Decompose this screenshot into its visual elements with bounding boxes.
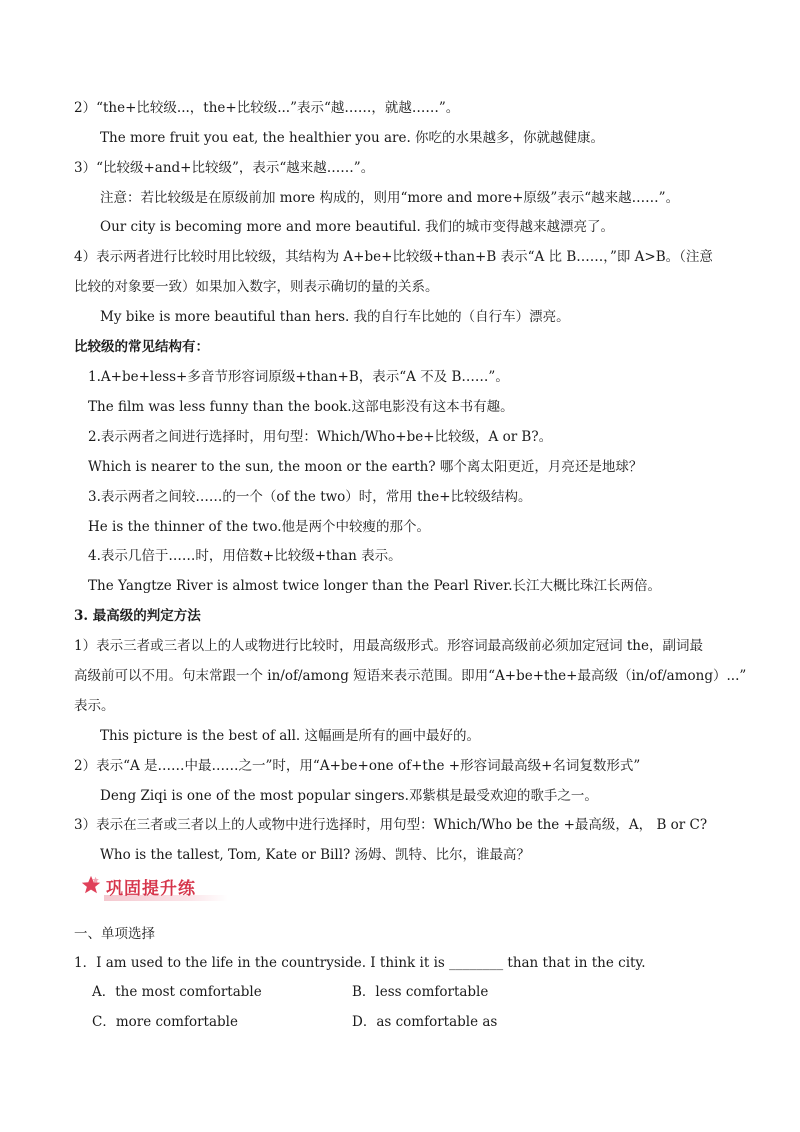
option-b[interactable]: B．less comfortable [352,984,489,1000]
option-c[interactable]: C．more comfortable [92,1014,238,1030]
question-1: 1．I am used to the life in the countryside. I think it is ________ than that in the city. [74,955,646,971]
comparative-structures-heading: 比较级的常见结构有： [74,339,209,355]
superlative-rule-3-example: Who is the tallest, Tom, Kate or Bill? 汤姆、凯特、比尔，谁最高？ [100,847,531,863]
superlative-rule-1-end: 表示。 [74,698,115,714]
section-title: 巩固提升练 [106,879,196,899]
option-d[interactable]: D．as comfortable as [352,1014,498,1030]
option-a[interactable]: A．the most comfortable [92,984,262,1000]
practice-section-header [74,870,234,900]
structure-3: 3.表示两者之间较……的一个（of the two）时，常用 the+比较级结构。 [88,489,532,505]
superlative-heading: 3. 最高级的判定方法 [74,608,201,624]
structure-1: 1.A+be+less+多音节形容词原级+than+B，表示“A 不及 B……”。 [88,369,509,385]
exercise-heading: 一、单项选择 [74,926,155,942]
superlative-rule-3: 3）表示在三者或三者以上的人或物中进行选择时，用句型：Which/Who be the +最高级，A， B or C? [74,817,708,833]
structure-2-example: Which is nearer to the sun, the moon or the earth? 哪个离太阳更近，月亮还是地球？ [88,459,643,475]
superlative-rule-1-example: This picture is the best of all. 这幅画是所有的画中最好的。 [100,728,481,744]
structure-3-example: He is the thinner of the two.他是两个中较瘦的那个。 [88,519,431,535]
structure-1-example: The film was less funny than the book.这部电影没有这本书有趣。 [88,399,514,415]
superlative-rule-2: 2）表示“A 是……中最……之一”时，用“A+be+one of+the +形容词最高级+名词复数形式” [74,758,641,774]
structure-4-example: The Yangtze River is almost twice longer than the Pearl River.长江大概比珠江长两倍。 [88,578,662,594]
rule-3-title: 3）“比较级+and+比较级”，表示“越来越……”。 [74,160,375,176]
superlative-rule-1-continued: 高级前可以不用。句末常跟一个 in/of/among 短语来表示范围。即用“A+be+the+最高级（in/of/among）...” [74,668,747,684]
structure-2: 2.表示两者之间进行选择时，用句型：Which/Who+be+比较级，A or B?。 [88,429,553,445]
rule-2-title: 2）“the+比较级...，the+比较级...”表示“越……，就越……”。 [74,100,460,116]
rule-3-note: 注意：若比较级是在原级前加 more 构成的，则用“more and more+原级”表示“越来越……”。 [100,190,680,206]
rule-3-example: Our city is becoming more and more beautiful. 我们的城市变得越来越漂亮了。 [100,219,615,235]
superlative-rule-2-example: Deng Ziqi is one of the most popular singers.邓紫棋是最受欢迎的歌手之一。 [100,788,598,804]
rule-2-example: The more fruit you eat, the healthier you are. 你吃的水果越多，你就越健康。 [100,130,605,146]
superlative-rule-1: 1）表示三者或三者以上的人或物进行比较时，用最高级形式。形容词最高级前必须加定冠词 the，副词最 [74,638,703,654]
rule-4-title: 4）表示两者进行比较时用比较级，其结构为 A+be+比较级+than+B 表示“A 比 B……，”即 A>B。（注意 [74,249,713,265]
rule-4-example: My bike is more beautiful than hers. 我的自行车比她的（自行车）漂亮。 [100,309,570,325]
rule-4-continued: 比较的对象要一致）如果加入数字，则表示确切的量的关系。 [74,279,439,295]
star-icon [80,874,102,896]
structure-4: 4.表示几倍于……时，用倍数+比较级+than 表示。 [88,548,402,564]
